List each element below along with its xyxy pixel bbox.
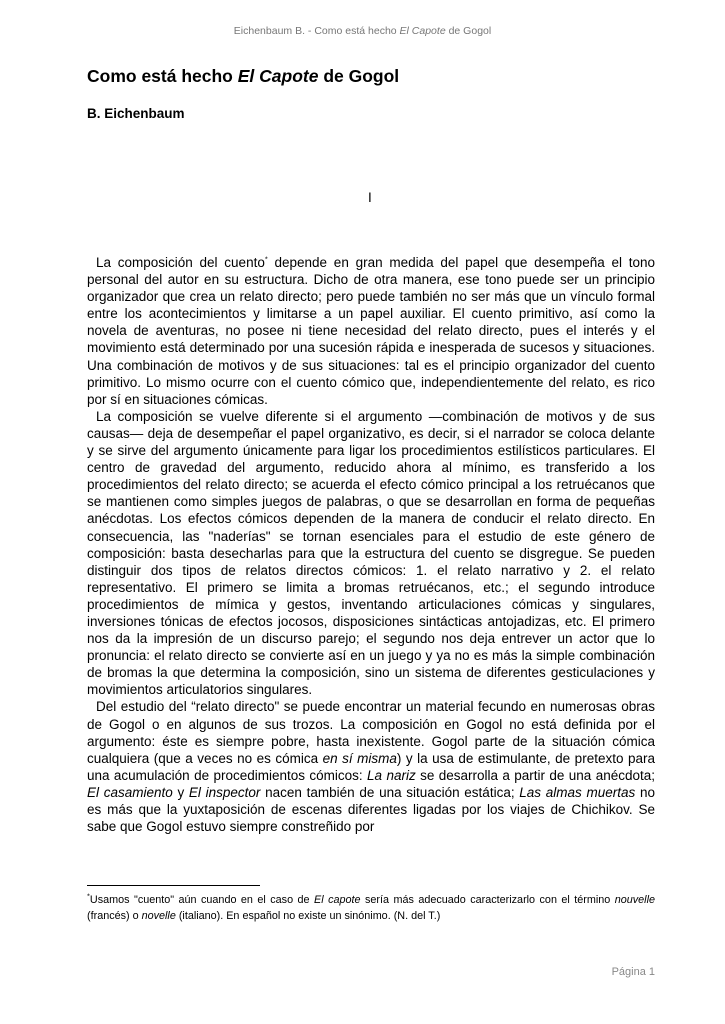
paragraph-3-part-a: Del estudio del “relato directo" se puede encontrar un material fecundo en numerosas obras de Gogol o en algunos de sus trozos. La composición en Gogol no está definida por el argumento: éste es siempre pobre, hasta inexistente. Gogol parte de la situación cómica cualquiera (que a veces no es cómica bbox=[87, 699, 655, 766]
running-head-prefix: Eichenbaum B. - Como está hecho bbox=[233, 25, 400, 37]
paragraph-3 bbox=[87, 698, 655, 835]
footnote bbox=[87, 893, 655, 924]
footnote-part-a: Usamos "cuento" aún cuando en el caso de bbox=[89, 894, 315, 906]
page-number: Página 1 bbox=[611, 966, 655, 978]
paragraph-1-part-b: depende en gran medida del papel que desempeña el tono personal del autor en su estructura. Dicho de otra manera, ese tono puede ser un principio organizador que crea un relato directo; pero puede también no ser más que un vínculo formal entre los acontecimientos y limitarse a un papel auxiliar. El cuento primitivo, así como la novela de aventuras, no posee ni tiene necesidad del relato directo, pues el interés y el movimiento está determinado por una sucesión rápida e inesperada de sucesos y situaciones. Una combinación de motivos y de sus situaciones: tal es el principio organizador del cuento primitivo. Lo mismo ocurre con el cuento cómico que, independientemente del relato, es rico por sí en situaciones cómicas. bbox=[87, 255, 655, 407]
title-prefix: Como está hecho bbox=[87, 66, 238, 86]
running-head-suffix: de Gogol bbox=[445, 25, 492, 37]
paragraph-3-italic-4: El inspector bbox=[188, 784, 261, 800]
running-header bbox=[0, 25, 725, 37]
footnote-part-c: (francés) o bbox=[87, 909, 142, 922]
footnote-mark: * bbox=[87, 891, 90, 901]
page-title bbox=[87, 66, 399, 87]
footnote-divider bbox=[87, 885, 260, 886]
footnote-part-d: (italiano). En español no existe un sinónimo. (N. del T.) bbox=[175, 909, 441, 922]
paragraph-2: La composición se vuelve diferente si el argumento —combinación de motivos y de sus causas— deja de desempeñar el papel organizativo, es decir, si el narrador se coloca delante y se sirve del argumento únicamente para ligar los procedimientos estilísticos particulares. El centro de gravedad del argumento, reducido ahora al mínimo, es transferido a los procedimientos del relato directo; se acuerda el efecto cómico principal a los retruécanos que se mantienen como simples juegos de palabras, o que se desarrollan en forma de pequeñas anécdotas. Los efectos cómicos dependen de la manera de conducir el relato directo. En consecuencia, las "naderías" se tornan esenciales para el estudio de este género de composición: basta desecharlas para que la estructura del cuento se disgregue. Se pueden distinguir dos tipos de relatos directos cómicos: 1. el relato narrativo y 2. el relato representativo. El primero se limita a bromas retruécanos, etc.; el segundo introduce procedimientos de mímica y gestos, inventando articulaciones cómicas y singulares, inversiones tónicas de efectos jocosos, disposiciones sintácticas antojadizas, etc. El primero nos da la impresión de un discurso parejo; el segundo nos deja entrever un actor que lo pronuncia: el relato directo se convierte así en un juego y ya no es más la simple combinación de bromas la que determina la composición, sino un sistema de diferentes gesticulaciones y movimientos articulatorios singulares. bbox=[87, 408, 655, 698]
footnote-italic-1: El capote bbox=[314, 894, 361, 906]
title-italic: El Capote bbox=[237, 66, 319, 86]
footnote-italic-3: novelle bbox=[141, 909, 176, 922]
paragraph-3-part-d: y bbox=[172, 784, 189, 800]
paragraph-3-italic-2: La nariz bbox=[367, 767, 416, 783]
title-suffix: de Gogol bbox=[318, 66, 400, 86]
paragraph-3-italic-1: en sí misma bbox=[322, 750, 397, 766]
paragraph-3-italic-5: Las almas muertas bbox=[519, 784, 636, 800]
footnote-reference[interactable]: * bbox=[264, 254, 268, 264]
section-number: I bbox=[368, 190, 372, 205]
author: B. Eichenbaum bbox=[87, 106, 185, 121]
paragraph-3-italic-3: El casamiento bbox=[87, 784, 173, 800]
footnote-italic-2: nouvelle bbox=[614, 894, 655, 906]
footnote-part-b: sería más adecuado caracterizarlo con el término bbox=[360, 894, 615, 906]
running-head-title: El Capote bbox=[399, 25, 446, 37]
body-text bbox=[87, 254, 655, 835]
paragraph-3-part-c: se desarrolla a partir de una anécdota; bbox=[415, 767, 655, 783]
paragraph-3-part-b: ) y la usa de estimulante, de pretexto para una acumulación de procedimientos cómicos: bbox=[87, 750, 655, 783]
paragraph-1 bbox=[87, 254, 655, 408]
paragraph-1-part-a: La composición del cuento bbox=[96, 255, 265, 270]
paragraph-3-part-e: nacen también de una situación estática; bbox=[260, 784, 520, 800]
paragraph-3-part-f: no es más que la yuxtaposición de escenas diferentes ligadas por los viajes de Chichikov. Se sabe que Gogol estuvo siempre constreñido por bbox=[87, 784, 655, 835]
